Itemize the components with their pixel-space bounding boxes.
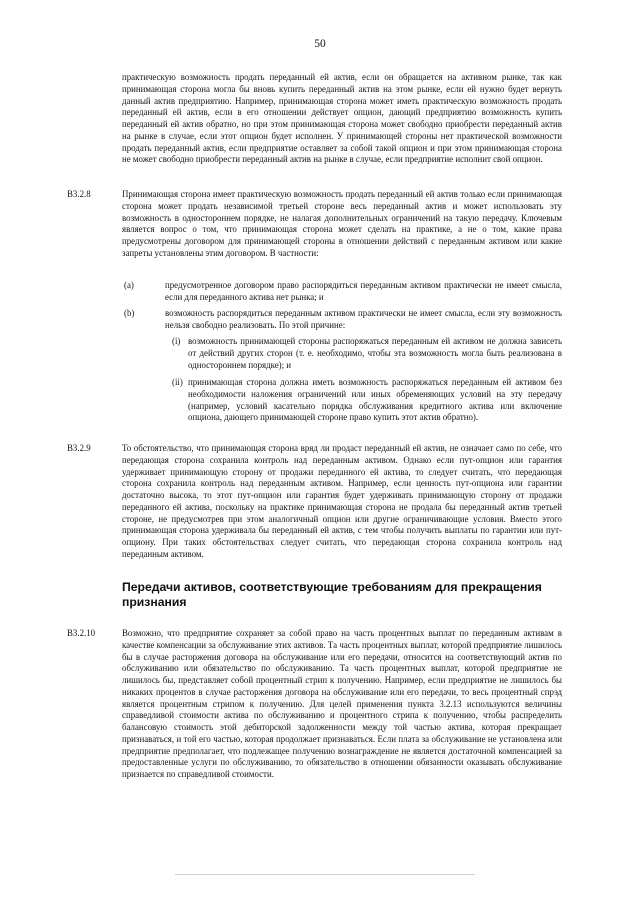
paragraph-number-b3210: B3.2.10 <box>67 628 96 638</box>
paragraph-b329-text: То обстоятельство, что принимающая сторона вряд ли продаст переданный ей актив, не означает само по себе, что передающая сторона сохранила контроль над переданным активом. Однако если пут-опцион или гарантия удерживает принимающую сторону от продажи переданного ей актива, то следует считать, что передающая сторона сохранила контроль над переданным активом. Например, если ценность пут-опциона или гарантии достаточно высока, то этот пут-опцион или гарантия будет удерживать принимающую сторону от продажи переданного ей актива, поскольку на практике принимающая сторона не продала бы переданный актив третьей стороне, не предусмотрев при этом аналогичный опцион или другие ограничивающие условия. Вместо этого принимающая сторона удерживала бы переданный ей актив, с тем чтобы получить выплаты по гарантии или пут-опциону. При таких обстоятельствах следует считать, что передающая сторона сохранила контроль над переданным активом. <box>122 443 562 559</box>
list-item-label-a: (a) <box>124 280 134 290</box>
page-number: 50 <box>314 38 326 50</box>
paragraph-b3210-text: Возможно, что предприятие сохраняет за собой право на часть процентных выплат по переданным активам в качестве компенсации за обслуживание этих активов. Та часть процентных выплат, которой предприятие лишилось бы в случае расторжения договора на обслуживание или его передачи, относится на соответствующий актив по обслуживанию или обязательство по обслуживанию. Та часть процентных выплат, которой предприятие не лишилось бы, представляет собой процентный стрип к получению. Например, если предприятие не лишилось бы никаких процентов в случае расторжения договора на обслуживание или его передачи, то весь процентный спрэд является процентным стрипом к получению. Для целей применения пункта 3.2.13 используются величины справедливой стоимости актива по обслуживанию и процентного стрипа к получению, чтобы распределить балансовую стоимость этой дебиторской задолженности между той частью актива, которая прекращает признаваться, и той его частью, которая продолжает признаваться. Если плата за обслуживание не установлена или предприятие предполагает, что подлежащее получению вознаграждение не является достаточной компенсацией за предоставленные услуги по обслуживанию, то обязательство в отношении обязанности оказывать обслуживание признается по справедливой стоимости. <box>122 628 562 779</box>
paragraph-number-b329: B3.2.9 <box>67 443 91 453</box>
sublist-item-label-ii: (ii) <box>172 377 183 387</box>
list-item-label-b: (b) <box>124 308 135 318</box>
paragraph-b328-text: Принимающая сторона имеет практическую возможность продать переданный ей актив только если принимающая сторона может продать независимой третьей стороне весь переданный актив и может использовать эту возможность в одностороннем порядке, не налагая дополнительных ограничений на такую передачу. Ключевым является вопрос о том, что принимающая сторона может сделать на практике, а не о том, какие права предусмотрены договором для принимающей стороны в отношении действий с переданным активом или какие запреты установлены этим договором. В частности: <box>122 189 562 258</box>
intro-paragraph: практическую возможность продать переданный ей актив, если он обращается на активном рынке, так как принимающая сторона могла бы вновь купить переданный актив на этом рынке, если ей нужно будет вернуть данный актив предприятию. Например, принимающая сторона может иметь практическую возможность продать переданный ей актив, если в его отношении действует опцион, дающий предприятию возможность купить переданный ей актив обратно, но при этом принимающая сторона может свободно приобрести переданный актив на рынке в случае, если этот опцион будет исполнен. У принимающей стороны нет практической возможности продать переданный актив, если предприятие оставляет за собой такой опцион и при этом принимающая сторона не может свободно приобрести переданный актив на рынке в случае, если предприятие исполнит свой опцион. <box>122 72 562 165</box>
paragraph-number-b328: B3.2.8 <box>67 189 91 199</box>
section-heading: Передачи активов, соответствующие требованиям для прекращения признания <box>122 580 542 609</box>
sublist-item-label-i: (i) <box>172 336 181 346</box>
list-item-a-text: предусмотренное договором право распорядиться переданным активом практически не имеет смысла, если для переданного актива нет рынка; и <box>165 280 562 302</box>
sublist-item-ii-text: принимающая сторона должна иметь возможность распоряжаться переданным ей активом без необходимости наложения ограничений или иных обременяющих условий на эту передачу (например, условий касательно порядка обслуживания кредитного актива или включение опциона, дающего принимающей стороне право купить этот актив обратно). <box>188 377 562 423</box>
list-item-b-text: возможность распорядиться переданным активом практически не имеет смысла, если эту возможность нельзя свободно реализовать. По этой причине: <box>165 308 562 330</box>
footer-divider <box>175 874 475 875</box>
sublist-item-i-text: возможность принимающей стороны распоряжаться переданным ей активом не должна зависеть от действий других сторон (т. е. необходимо, чтобы эта возможность могла быть реализована в одностороннем порядке); и <box>188 336 562 370</box>
